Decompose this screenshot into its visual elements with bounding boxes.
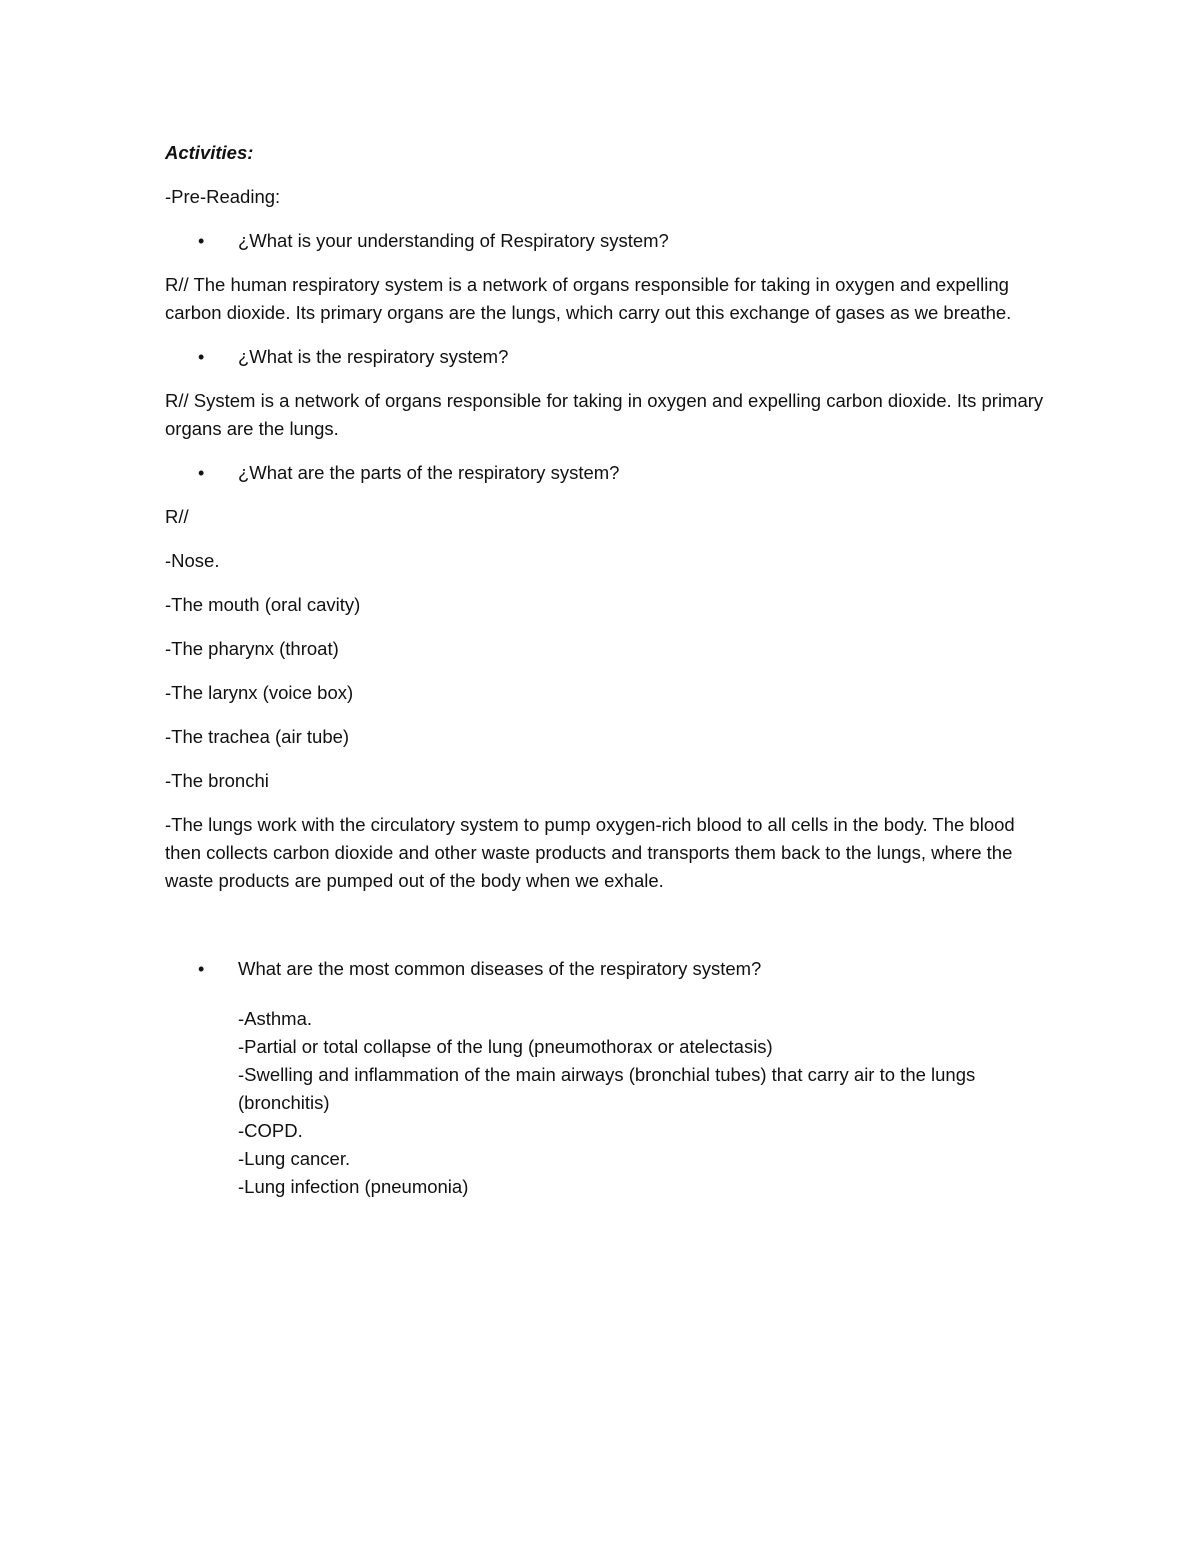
answer-2: R// System is a network of organs responsible for taking in oxygen and expelling carbon dioxide. Its primary organs are the lungs. xyxy=(165,390,1044,439)
answer-1: R// The human respiratory system is a network of organs responsible for taking in oxygen and expelling carbon dioxide. Its primary organs are the lungs, which carry out this exchange of gases as we breathe. xyxy=(165,274,1012,323)
answer-3-label: R// xyxy=(165,506,189,527)
part-item: -The bronchi xyxy=(165,770,269,791)
pre-reading-label: -Pre-Reading: xyxy=(165,186,281,207)
part-item: -The larynx (voice box) xyxy=(165,682,354,703)
disease-item: -Asthma. xyxy=(238,1008,313,1029)
disease-item: -Partial or total collapse of the lung (pneumothorax or atelectasis) xyxy=(238,1036,773,1057)
bullet-icon: • xyxy=(198,231,205,251)
part-item: -The mouth (oral cavity) xyxy=(165,594,361,615)
part-item: -The pharynx (throat) xyxy=(165,638,339,659)
question-2 xyxy=(165,343,1045,371)
disease-item: -Lung infection (pneumonia) xyxy=(238,1176,469,1197)
bullet-icon: • xyxy=(198,347,205,367)
question-3-text: ¿What are the parts of the respiratory system? xyxy=(238,462,620,483)
question-4 xyxy=(165,955,1045,983)
bullet-icon: • xyxy=(198,463,205,483)
lungs-paragraph: -The lungs work with the circulatory system to pump oxygen-rich blood to all cells in the body. The blood then collects carbon dioxide and other waste products and transports them back to the lungs, where the waste products are pumped out of the body when we exhale. xyxy=(165,814,1015,891)
question-3 xyxy=(165,459,1045,487)
disease-list xyxy=(238,1005,1028,1201)
bullet-icon: • xyxy=(198,959,205,979)
activities-heading: Activities: xyxy=(165,142,254,163)
part-item: -Nose. xyxy=(165,550,220,571)
disease-item: -COPD. xyxy=(238,1120,303,1141)
blank-line xyxy=(165,911,1045,955)
question-4-text: What are the most common diseases of the respiratory system? xyxy=(238,958,762,979)
disease-item: -Swelling and inflammation of the main airways (bronchial tubes) that carry air to the lungs (bronchitis) xyxy=(238,1064,976,1113)
question-1-text: ¿What is your understanding of Respiratory system? xyxy=(238,230,669,251)
question-2-text: ¿What is the respiratory system? xyxy=(238,346,509,367)
part-item: -The trachea (air tube) xyxy=(165,726,350,747)
question-1 xyxy=(165,227,1045,255)
disease-item: -Lung cancer. xyxy=(238,1148,351,1169)
page-body xyxy=(165,139,1045,1201)
